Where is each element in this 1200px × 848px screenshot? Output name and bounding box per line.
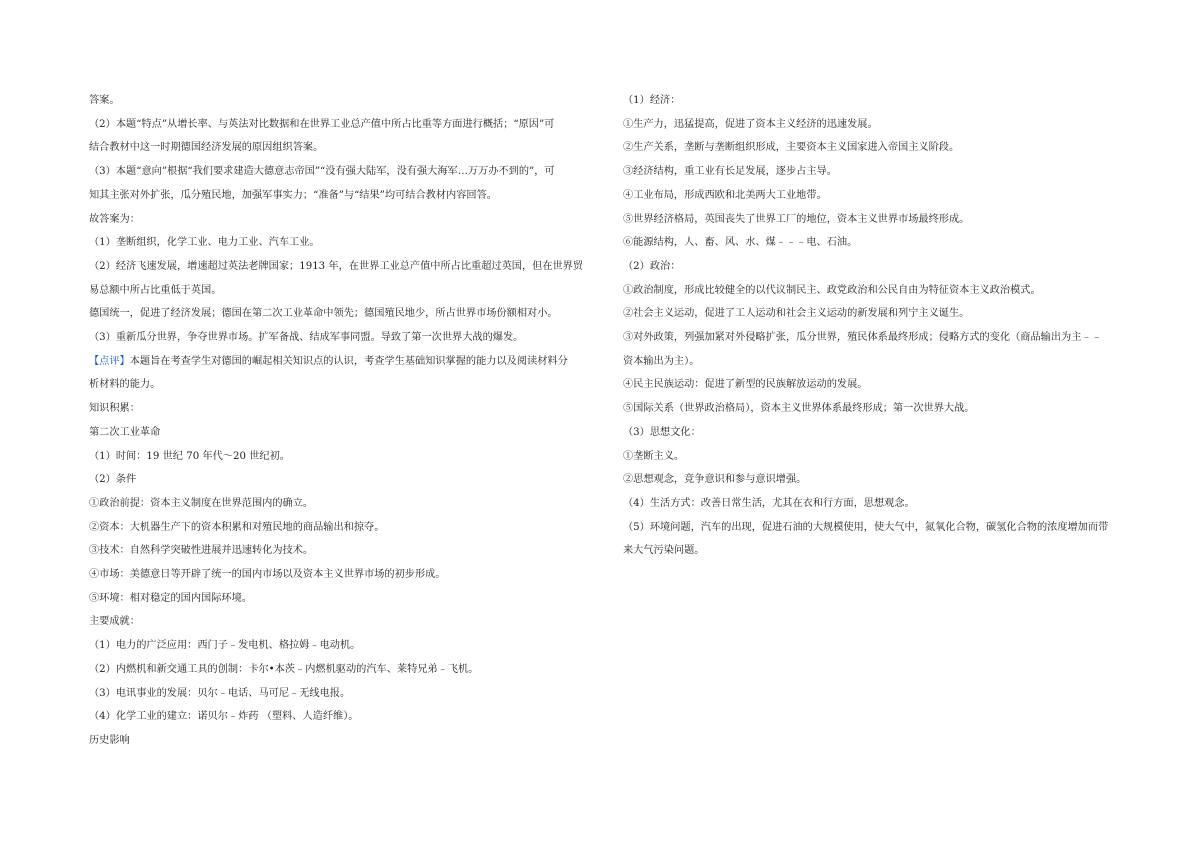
text-line: ①政治前提：资本主义制度在世界范围内的确立。 — [89, 497, 314, 509]
comment-text: 本题旨在考查学生对德国的崛起相关知识点的认识，考查学生基础知识掌握的能力以及阅读材料分 — [129, 355, 568, 367]
text-line: （3）电讯事业的发展：贝尔﹣电话、马可尼﹣无线电报。 — [89, 687, 351, 699]
text-line: ①政治制度，形成比较健全的以代议制民主、政党政治和公民自由为特征资本主义政治模式。 — [623, 284, 1041, 296]
text-line: ②社会主义运动，促进了工人运动和社会主义运动的新发展和列宁主义诞生。 — [623, 308, 970, 320]
text-line: ②资本：大机器生产下的资本积累和对殖民地的商品输出和掠夺。 — [89, 521, 385, 533]
text-line: （1）时间：19 世纪 70 年代～20 世纪初。 — [89, 450, 290, 462]
section-heading: 第二次工业革命 — [89, 426, 161, 438]
text-line: 德国统一，促进了经济发展；德国在第二次工业革命中领先；德国殖民地少，所占世界市场份额相对小。 — [89, 308, 558, 320]
text-line: （2）本题“特点”从增长率、与英法对比数据和在世界工业总产值中所占比重等方面进行概括；“原因”可 — [89, 118, 555, 130]
text-line: 来大气污染问题。 — [623, 545, 705, 557]
left-column — [89, 89, 599, 753]
comment-tag: 【点评】 — [89, 355, 130, 367]
text-line: ③对外政策，列强加紧对外侵略扩张，瓜分世界，殖民体系最终形成；侵略方式的变化（商品输出为主﹣﹣ — [623, 332, 1102, 344]
text-line: ⑤国际关系（世界政治格局），资本主义世界体系最终形成；第一次世界大战。 — [623, 403, 975, 415]
text-line: （2）条件 — [89, 474, 137, 486]
comment-line — [89, 350, 599, 374]
text-line: ⑤环境：相对稳定的国内国际环境。 — [89, 592, 252, 604]
text-line: 故答案为： — [89, 213, 140, 225]
text-line: 答案。 — [89, 95, 120, 106]
text-line: ②生产关系，垄断与垄断组织形成，主要资本主义国家进入帝国主义阶段。 — [623, 142, 960, 154]
text-line: （2）内燃机和新交通工具的创制：卡尔•本茨﹣内燃机驱动的汽车、莱特兄弟﹣飞机。 — [89, 663, 479, 675]
text-line: ①垄断主义。 — [623, 450, 685, 462]
text-line: 易总额中所占比重低于英国。 — [89, 284, 222, 296]
text-line: ⑤世界经济格局，英国丧失了世界工厂的地位，资本主义世界市场最终形成。 — [623, 213, 970, 225]
text-line: ④工业布局，形成西欧和北美两大工业地带。 — [623, 189, 827, 201]
text-line: ⑥能源结构，人、畜、风、水、煤﹣﹣﹣电、石油。 — [623, 237, 858, 249]
text-line: 资本输出为主）。 — [623, 355, 700, 367]
text-line: 知其主张对外扩张，瓜分殖民地，加强军事实力；“准备”与“结果”均可结合教材内容回答。 — [89, 189, 497, 201]
text-line: 知识积累： — [89, 403, 140, 415]
text-line: ③经济结构，重工业有长足发展，逐步占主导。 — [623, 166, 837, 178]
text-line: （2）经济飞速发展，增速超过英法老牌国家；1913 年，在世界工业总产值中所占比重超过英国，但在世界贸 — [89, 260, 584, 272]
text-line: （3）重新瓜分世界，争夺世界市场。扩军备战、结成军事同盟。导致了第一次世界大战的爆发。 — [89, 332, 524, 344]
text-line: 主要成就： — [89, 616, 140, 628]
text-line: 历史影响 — [89, 734, 130, 746]
text-line: （1）垄断组织，化学工业、电力工业、汽车工业。 — [89, 237, 320, 249]
text-line: ③技术：自然科学突破性进展并迅速转化为技术。 — [89, 545, 314, 557]
text-line: （4）生活方式：改善日常生活，尤其在衣和行方面，思想观念。 — [623, 497, 915, 509]
comment-line-cont: 析材料的能力。 — [89, 379, 161, 391]
text-line: ④市场：美德意日等开辟了统一的国内市场以及资本主义世界市场的初步形成。 — [89, 569, 446, 581]
text-line: （1）电力的广泛应用：西门子﹣发电机、格拉姆﹣电动机。 — [89, 640, 361, 652]
text-line: ①生产力，迅猛提高，促进了资本主义经济的迅速发展。 — [623, 118, 878, 130]
text-line: （1）经济： — [623, 95, 681, 106]
text-line: （3）本题“意向”根据“我们要求建造大德意志帝国”“没有强大陆军，没有强大海军…万万办不到的”，可 — [89, 166, 555, 178]
text-line: （2）政治： — [623, 260, 681, 272]
text-line: 结合教材中这一时期德国经济发展的原因组织答案。 — [89, 142, 324, 154]
text-line: （4）化学工业的建立：诺贝尔﹣炸药 （塑料、人造纤维）。 — [89, 711, 359, 723]
text-line: ②思想观念，竞争意识和参与意识增强。 — [623, 474, 807, 486]
text-line: ④民主民族运动：促进了新型的民族解放运动的发展。 — [623, 379, 868, 391]
right-column — [623, 89, 1133, 563]
text-line: （3）思想文化： — [623, 426, 701, 438]
text-line: （5）环境问题，汽车的出现，促进石油的大规模使用，使大气中，氮氧化合物，碳氢化合物的浓度增加而带 — [623, 521, 1109, 533]
